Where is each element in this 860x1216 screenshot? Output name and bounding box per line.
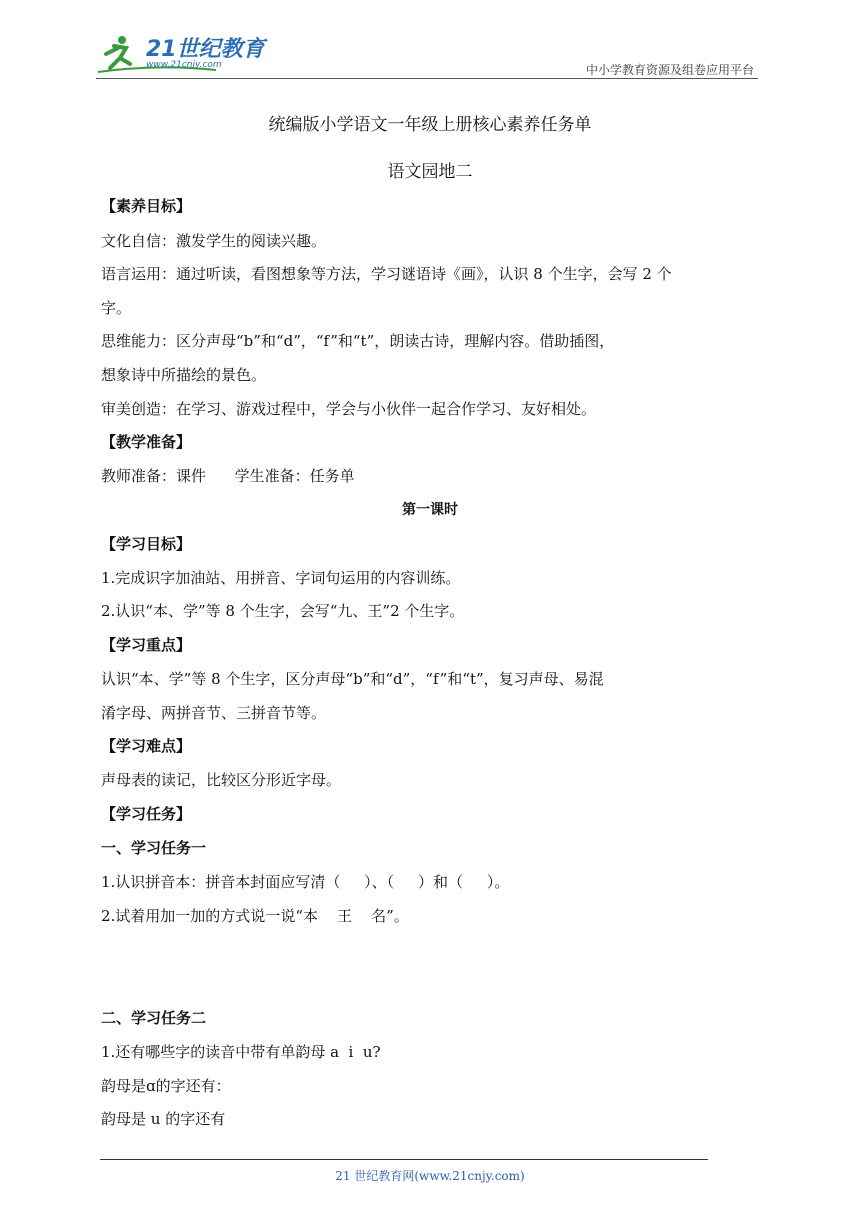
header-platform-text: 中小学教育资源及组卷应用平台 — [585, 63, 754, 77]
paragraph-line: 想象诗中所描绘的景色。 — [101, 366, 267, 384]
paragraph-line: 韵母是ɑ的字还有： — [101, 1077, 231, 1095]
paragraph-line: 1.完成识字加油站、用拼音、字词句运用的内容训练。 — [101, 569, 461, 587]
logo-url: www.21cnjy.com — [146, 60, 222, 70]
paragraph-line: 思维能力：区分声母“b”和“d”，“f”和“t”，朗读古诗，理解内容。借助插图， — [101, 332, 615, 350]
logo-text: 21世纪教育 — [146, 37, 265, 62]
paragraph-line: 韵母是 u 的字还有 — [101, 1110, 226, 1128]
paragraph-line: 声母表的读记，比较区分形近字母。 — [101, 771, 342, 789]
paragraph-line: 淆字母、两拼音节、三拼音节等。 — [101, 704, 327, 722]
paragraph-line: 2.试着用加一加的方式说一说“本 王 名”。 — [101, 907, 409, 925]
section-heading: 【教学准备】 — [101, 433, 192, 451]
paragraph-line: 1.还有哪些字的读音中带有单韵母 a i u? — [101, 1043, 381, 1061]
section-heading: 【学习难点】 — [101, 737, 192, 755]
paragraph-line: 认识“本、学”等 8 个生字，区分声母“b”和“d”，“f”和“t”，复习声母、易混 — [101, 670, 604, 688]
section-heading: 【素养目标】 — [101, 197, 192, 215]
task-heading: 一、学习任务一 — [101, 839, 207, 857]
footer-divider — [100, 1159, 708, 1160]
paragraph-line: 文化自信：激发学生的阅读兴趣。 — [101, 232, 327, 250]
paragraph-line: 1.认识拼音本：拼音本封面应写清（ ）、（ ）和（ ）。 — [101, 873, 510, 891]
task-heading: 二、学习任务二 — [101, 1009, 207, 1027]
document-subtitle: 语文园地二 — [387, 162, 473, 182]
page-header — [96, 34, 758, 80]
paragraph-line: 语言运用：通过听读，看图想象等方法，学习谜语诗《画》，认识 8 个生字，会写 2 个 — [101, 265, 672, 283]
section-heading: 【学习任务】 — [101, 805, 192, 823]
paragraph-line: 教师准备：课件 学生准备：任务单 — [101, 467, 355, 485]
paragraph-line: 2.认识“本、学”等 8 个生字，会写“九、王”2 个生字。 — [101, 602, 465, 620]
document-title: 统编版小学语文一年级上册核心素养任务单 — [268, 115, 592, 135]
section-heading: 【学习目标】 — [101, 535, 192, 553]
paragraph-line: 字。 — [101, 299, 132, 317]
lesson-heading: 第一课时 — [402, 502, 458, 518]
header-divider — [96, 78, 758, 79]
paragraph-line: 审美创造：在学习、游戏过程中，学会与小伙伴一起合作学习、友好相处。 — [101, 400, 597, 418]
footer-text: 21 世纪教育网(www.21cnjy.com) — [335, 1169, 525, 1183]
section-heading: 【学习重点】 — [101, 636, 192, 654]
